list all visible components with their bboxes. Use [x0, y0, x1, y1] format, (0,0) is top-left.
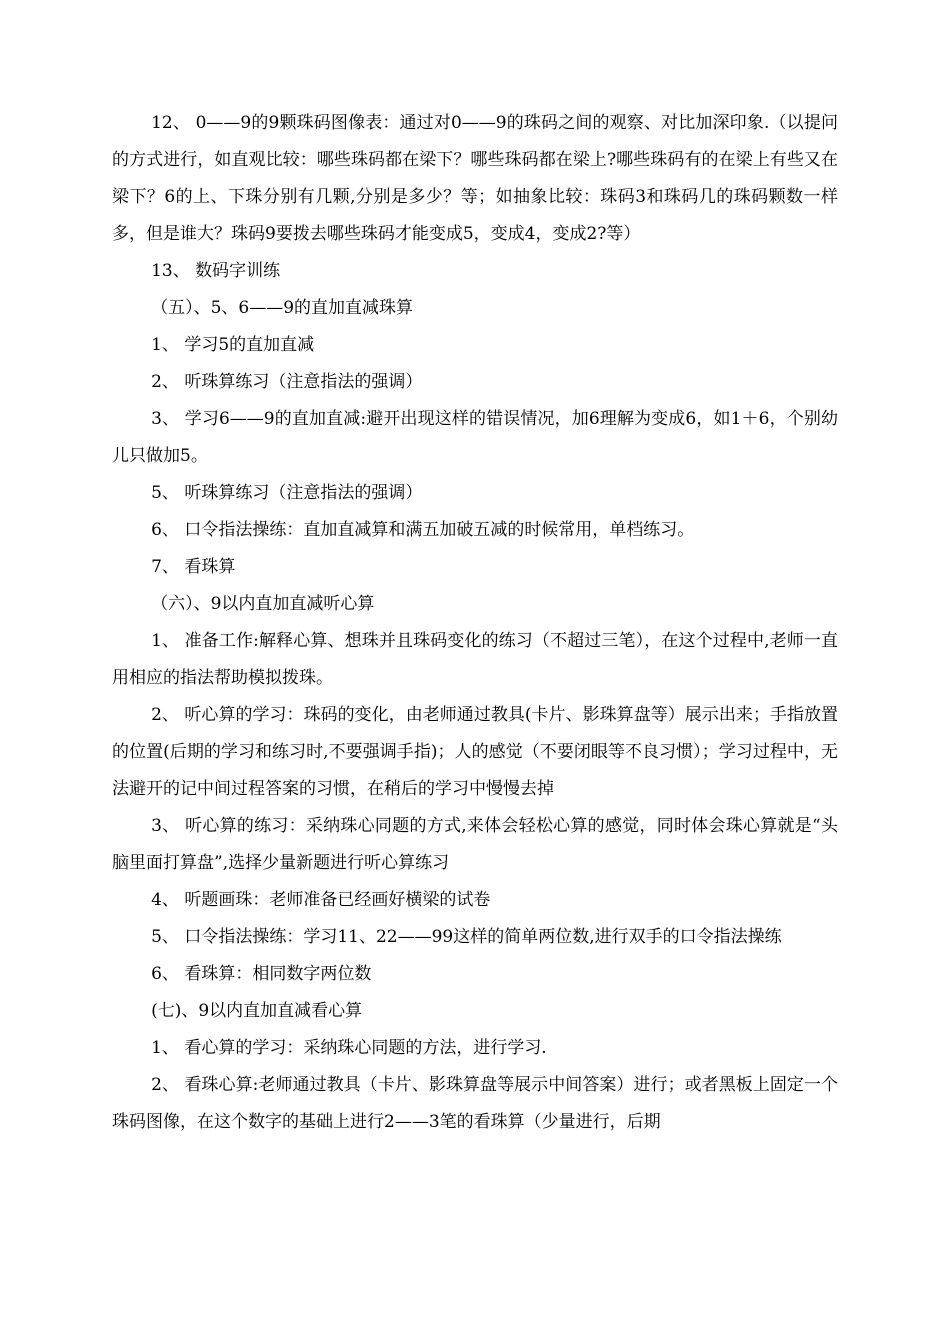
paragraph: 2、 听心算的学习：珠码的变化，由老师通过教具(卡片、影珠算盘等）展示出来；手指放置的位置(后期的学习和练习时,不要强调手指)；人的感觉（不要闭眼等不良习惯）；学习过程中，无法避开的记中间过程答案的习惯，在稍后的学习中慢慢去掉 — [112, 705, 838, 799]
paragraph: 1、 看心算的学习：采纳珠心同题的方法，进行学习. — [151, 1038, 547, 1058]
paragraph: 2、 看珠心算:老师通过教具（卡片、影珠算盘等展示中间答案）进行；或者黑板上固定一个珠码图像，在这个数字的基础上进行2——3笔的看珠算（少量进行，后期 — [112, 1075, 838, 1132]
paragraph: 3、 学习6——9的直加直减:避开出现这样的错误情况，加6理解为变成6，如1＋6，个别幼儿只做加5。 — [112, 409, 838, 466]
section-heading: (七)、9以内直加直减看心算 — [151, 1001, 363, 1021]
paragraph: 5、 听珠算练习（注意指法的强调） — [151, 483, 423, 503]
paragraph: 5、 口令指法操练：学习11、22——99这样的简单两位数,进行双手的口令指法操练 — [151, 927, 782, 947]
paragraph: 1、 学习5的直加直减 — [151, 335, 315, 355]
section-heading: （五）、5、6——9的直加直减珠算 — [151, 298, 414, 318]
paragraph: 6、 看珠算：相同数字两位数 — [151, 964, 372, 984]
section-heading: （六）、9以内直加直减听心算 — [151, 594, 375, 614]
paragraph: 13、 数码字训练 — [151, 261, 281, 281]
paragraph: 7、 看珠算 — [151, 557, 236, 577]
paragraph: 6、 口令指法操练：直加直减算和满五加破五减的时候常用，单档练习。 — [151, 520, 695, 540]
paragraph: 3、 听心算的练习：采纳珠心同题的方式,来体会轻松心算的感觉，同时体会珠心算就是“头脑里面打算盘”,选择少量新题进行听心算练习 — [112, 816, 838, 873]
paragraph: 1、 准备工作:解释心算、想珠并且珠码变化的练习（不超过三笔），在这个过程中,老师一直用相应的指法帮助模拟拨珠。 — [112, 631, 838, 688]
paragraph: 12、 0——9的9颗珠码图像表：通过对0——9的珠码之间的观察、对比加深印象.（以提问的方式进行，如直观比较：哪些珠码都在梁下？哪些珠码都在梁上?哪些珠码有的在梁上有些又在梁下？6的上、下珠分别有几颗,分别是多少？等；如抽象比较：珠码3和珠码几的珠码颗数一样多，但是谁大？珠码9要拨去哪些珠码才能变成5，变成4，变成2?等） — [112, 113, 838, 244]
paragraph: 2、 听珠算练习（注意指法的强调） — [151, 372, 423, 392]
paragraph: 4、 听题画珠：老师准备已经画好横梁的试卷 — [151, 890, 491, 910]
